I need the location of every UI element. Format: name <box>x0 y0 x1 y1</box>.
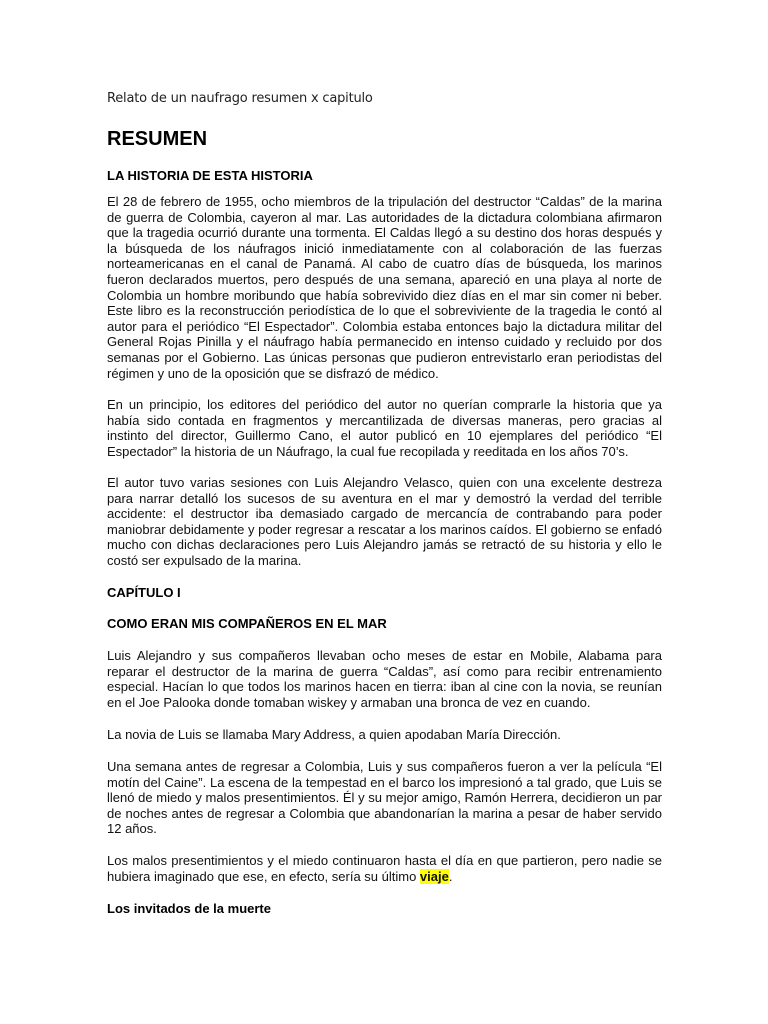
section-title-guests-of-death: Los invitados de la muerte <box>107 901 271 916</box>
paragraph-4: Luis Alejandro y sus compañeros llevaban ocho meses de estar en Mobile, Alabama para reparar el destructor de la marina de guerra “Caldas”, así como para recibir entrenamiento especial. Hacían lo que todos los marinos hacen en tierra: iban al cine con la novia, se reunían en el Joe Palooka donde tomaban wiskey y armaban una bronca de vez en cuando. <box>107 648 662 710</box>
paragraph-7 <box>107 853 662 884</box>
paragraph-6: Una semana antes de regresar a Colombia, Luis y sus compañeros fueron a ver la película “El motín del Caine”. La escena de la tempestad en el barco los impresionó a tal grado, que Luis se llenó de miedo y malos presentimientos. Él y su mejor amigo, Ramón Herrera, decidieron un par de noches antes de regresar a Colombia que abandonarían la marina a pesar de haber servido 12 años. <box>107 759 662 837</box>
paragraph-3: El autor tuvo varias sesiones con Luis Alejandro Velasco, quien con una excelente destreza para narrar detalló los sucesos de su aventura en el mar y demostró la verdad del terrible accidente: el destructor iba demasiado cargado de mercancía de contrabando para poder maniobrar debidamente y poder regresar a rescatar a los marinos caídos. El gobierno se enfadó mucho con dichas declaraciones pero Luis Alejandro jamás se retractó de su historia y ello le costó ser expulsado de la marina. <box>107 475 662 568</box>
section-title-history: LA HISTORIA DE ESTA HISTORIA <box>107 168 313 183</box>
paragraph-7-text: Los malos presentimientos y el miedo continuaron hasta el día en que partieron, pero nadie se hubiera imaginado que ese, en efecto, sería su último <box>107 853 662 884</box>
paragraph-5: La novia de Luis se llamaba Mary Address, a quien apodaban María Dirección. <box>107 727 561 742</box>
document-top-title: Relato de un naufrago resumen x capitulo <box>107 91 373 106</box>
chapter-title: CAPÍTULO I <box>107 585 181 600</box>
paragraph-7-end: . <box>448 868 453 884</box>
paragraph-1: El 28 de febrero de 1955, ocho miembros de la tripulación del destructor “Caldas” de la marina de guerra de Colombia, cayeron al mar. Las autoridades de la dictadura colombiana afirmaron que la tragedia ocurrió durante una tormenta. El Caldas llegó a su destino dos horas después y la búsqueda de los náufragos inició inmediatamente con al colaboración de las fuerzas norteamericanas en el canal de Panamá. Al cabo de cuatro días de búsqueda, los marinos fueron declarados muertos, pero después de una semana, apareció en una playa al norte de Colombia un hombre moribundo que había sobrevivido diez días en el mar sin comer ni beber. Este libro es la reconstrucción periodística de lo que el sobreviviente de la tragedia le contó al autor para el periódico “El Espectador”. Colombia estaba entonces bajo la dictadura militar del General Rojas Pinilla y el náufrago había permanecido en intenso cuidado y recluido por dos semanas por el Gobierno. Las únicas personas que pudieron entrevistarlo eran periodistas del régimen y uno de la oposición que se disfrazó de médico. <box>107 194 662 381</box>
chapter-subtitle: COMO ERAN MIS COMPAÑEROS EN EL MAR <box>107 616 387 631</box>
summary-heading: RESUMEN <box>107 128 208 150</box>
highlighted-word: viaje <box>419 868 449 884</box>
paragraph-2: En un principio, los editores del periódico del autor no querían comprarle la historia que ya había sido contada en fragmentos y mercantilizada de diversas maneras, pero gracias al instinto del director, Guillermo Cano, el autor publicó en 10 ejemplares del periódico “El Espectador” la historia de un Náufrago, la cual fue recopilada y reeditada en los años 70’s. <box>107 397 662 459</box>
